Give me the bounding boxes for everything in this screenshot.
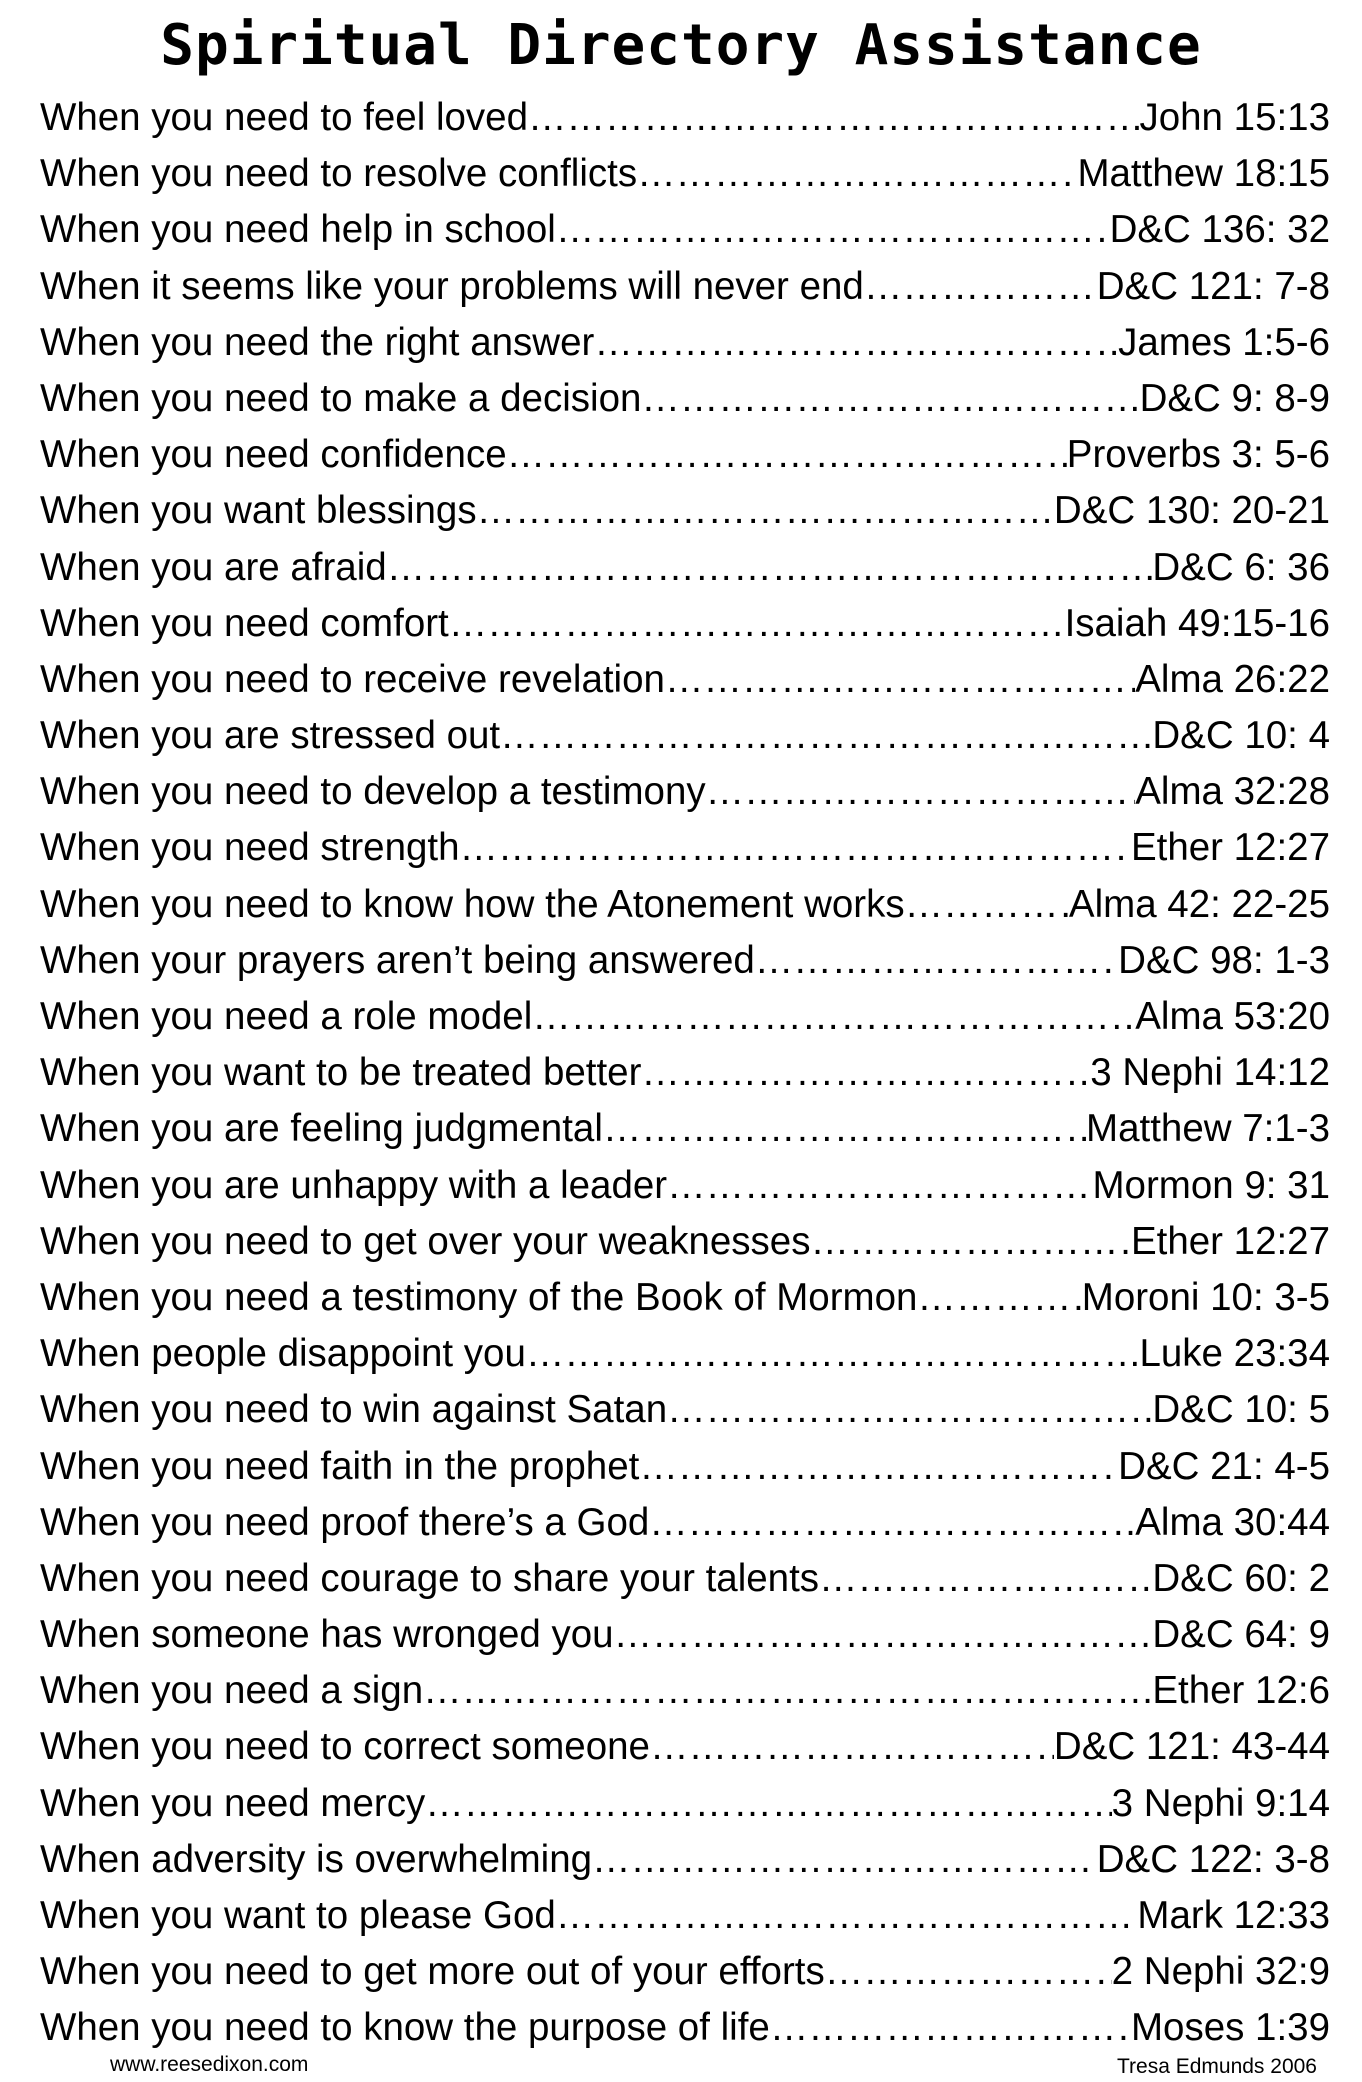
entry-reference: Alma 32:28 xyxy=(1135,770,1330,814)
dot-leader xyxy=(614,1607,1153,1663)
entry-reference: D&C 130: 20-21 xyxy=(1053,489,1330,533)
entry-need: When you are unhappy with a leader xyxy=(40,1163,668,1207)
list-item xyxy=(40,1382,1330,1438)
entry-reference: Proverbs 3: 5-6 xyxy=(1066,433,1330,477)
entry-reference: D&C 98: 1-3 xyxy=(1118,938,1330,982)
list-item xyxy=(40,1776,1330,1832)
list-item xyxy=(40,427,1330,483)
dot-leader xyxy=(905,877,1069,933)
list-item xyxy=(40,2000,1330,2056)
entry-reference: D&C 121: 43-44 xyxy=(1053,1725,1330,1769)
entry-reference: D&C 121: 7-8 xyxy=(1096,264,1330,308)
list-item xyxy=(40,259,1330,315)
list-item xyxy=(40,820,1330,876)
entry-need: When you need a sign xyxy=(40,1669,424,1713)
list-item xyxy=(40,1944,1330,2000)
entry-need: When you want to be treated better xyxy=(40,1051,642,1095)
list-item xyxy=(40,1551,1330,1607)
dot-leader xyxy=(641,1045,1090,1101)
footer-website: www.reesedixon.com xyxy=(110,2053,309,2076)
dot-leader xyxy=(641,371,1139,427)
entry-need: When you want to please God xyxy=(40,1894,556,1937)
entry-need: When your prayers aren’t being answered xyxy=(40,938,755,982)
dot-leader xyxy=(387,540,1153,596)
entry-need: When you need a role model xyxy=(40,995,533,1038)
entry-need: When you need the right answer xyxy=(40,320,595,364)
entry-reference: D&C 122: 3-8 xyxy=(1096,1837,1330,1881)
entry-reference: D&C 21: 4-5 xyxy=(1118,1444,1330,1488)
entry-need: When you need to get more out of your efforts xyxy=(40,1950,825,1994)
list-item xyxy=(40,1607,1330,1663)
entry-reference: 3 Nephi 14:12 xyxy=(1090,1051,1330,1095)
dot-leader xyxy=(460,820,1131,876)
entry-need: When you need to resolve conflicts xyxy=(40,152,638,196)
dot-leader xyxy=(532,989,1135,1045)
entry-need: When you need to win against Satan xyxy=(40,1388,668,1432)
dot-leader xyxy=(810,1214,1130,1270)
page-title: Spiritual Directory Assistance xyxy=(160,13,1202,78)
dot-leader xyxy=(650,1719,1054,1775)
entry-reference: D&C 64: 9 xyxy=(1152,1613,1330,1657)
dot-leader xyxy=(755,933,1118,989)
entry-reference: D&C 10: 4 xyxy=(1152,714,1330,758)
dot-leader xyxy=(864,259,1097,315)
list-item xyxy=(40,1832,1330,1888)
entry-need: When you need to get over your weaknesses xyxy=(40,1219,811,1263)
list-item xyxy=(40,90,1330,146)
entry-need: When you need proof there’s a God xyxy=(40,1500,650,1544)
list-item xyxy=(40,1158,1330,1214)
entry-need: When you need to correct someone xyxy=(40,1725,650,1769)
entry-reference: 2 Nephi 32:9 xyxy=(1111,1950,1330,1994)
list-item xyxy=(40,1214,1330,1270)
entry-need: When you need help in school xyxy=(40,208,556,252)
entry-need: When you need confidence xyxy=(40,433,507,477)
list-item xyxy=(40,596,1330,652)
list-item xyxy=(40,652,1330,708)
entry-reference: Luke 23:34 xyxy=(1139,1332,1330,1376)
dot-leader xyxy=(603,1101,1086,1157)
entry-need: When you need a testimony of the Book of Mormon xyxy=(40,1275,918,1319)
dot-leader xyxy=(825,1944,1112,2000)
list-item xyxy=(40,202,1330,258)
list-item xyxy=(40,483,1330,539)
dot-leader xyxy=(507,427,1067,483)
list-item xyxy=(40,989,1330,1045)
dot-leader xyxy=(917,1270,1081,1326)
list-item xyxy=(40,315,1330,371)
list-item xyxy=(40,1495,1330,1551)
dot-leader xyxy=(667,1158,1092,1214)
list-item xyxy=(40,1101,1330,1157)
dot-leader xyxy=(770,2000,1131,2056)
entry-reference: James 1:5-6 xyxy=(1118,320,1330,364)
list-item xyxy=(40,1045,1330,1101)
directory-list xyxy=(40,90,1330,2057)
list-item xyxy=(40,1888,1330,1944)
entry-reference: John 15:13 xyxy=(1139,96,1330,139)
list-item xyxy=(40,764,1330,820)
list-item xyxy=(40,1270,1330,1326)
entry-reference: Matthew 18:15 xyxy=(1077,152,1330,196)
entry-need: When you need to make a decision xyxy=(40,376,642,420)
list-item xyxy=(40,1719,1330,1775)
entry-reference: Alma 42: 22-25 xyxy=(1068,882,1330,926)
entry-reference: 3 Nephi 9:14 xyxy=(1111,1781,1330,1825)
entry-reference: D&C 10: 5 xyxy=(1152,1388,1330,1432)
dot-leader xyxy=(649,1495,1135,1551)
entry-need: When someone has wronged you xyxy=(40,1613,614,1657)
entry-need: When you want blessings xyxy=(40,489,477,533)
dot-leader xyxy=(477,483,1054,539)
dot-leader xyxy=(425,1776,1111,1832)
dot-leader xyxy=(637,146,1077,202)
list-item xyxy=(40,146,1330,202)
footer-credit: Tresa Edmunds 2006 xyxy=(1116,2055,1317,2078)
dot-leader xyxy=(556,1888,1138,1944)
entry-reference: Alma 26:22 xyxy=(1135,657,1330,701)
entry-reference: Matthew 7:1-3 xyxy=(1086,1107,1330,1151)
dot-leader xyxy=(592,1832,1097,1888)
dot-leader xyxy=(665,652,1135,708)
entry-need: When you need to receive revelation xyxy=(40,657,665,701)
entry-reference: Mark 12:33 xyxy=(1137,1894,1330,1937)
list-item xyxy=(40,1663,1330,1719)
entry-reference: Ether 12:27 xyxy=(1130,1219,1330,1263)
entry-need: When you need to develop a testimony xyxy=(40,770,706,814)
dot-leader xyxy=(449,596,1065,652)
entry-reference: D&C 136: 32 xyxy=(1109,208,1330,252)
entry-need: When you need mercy xyxy=(40,1781,426,1825)
list-item xyxy=(40,877,1330,933)
dot-leader xyxy=(594,315,1118,371)
dot-leader xyxy=(556,202,1110,258)
entry-reference: Isaiah 49:15-16 xyxy=(1064,601,1330,645)
list-item xyxy=(40,1439,1330,1495)
dot-leader xyxy=(819,1551,1152,1607)
dot-leader xyxy=(423,1663,1152,1719)
entry-reference: Alma 53:20 xyxy=(1135,995,1330,1038)
entry-need: When you need strength xyxy=(40,826,460,870)
list-item xyxy=(40,371,1330,427)
entry-need: When you are afraid xyxy=(40,545,387,589)
entry-need: When people disappoint you xyxy=(40,1332,526,1376)
list-item xyxy=(40,1326,1330,1382)
dot-leader xyxy=(667,1382,1152,1438)
entry-need: When you need comfort xyxy=(40,601,449,645)
entry-need: When you need to know the purpose of life xyxy=(40,2006,770,2050)
dot-leader xyxy=(639,1439,1118,1495)
list-item xyxy=(40,540,1330,596)
entry-reference: Moses 1:39 xyxy=(1130,2006,1330,2050)
dot-leader xyxy=(500,708,1152,764)
entry-need: When it seems like your problems will never end xyxy=(40,264,864,308)
dot-leader xyxy=(706,764,1136,820)
entry-reference: D&C 9: 8-9 xyxy=(1139,376,1330,420)
dot-leader xyxy=(526,1326,1140,1382)
entry-reference: Ether 12:27 xyxy=(1130,826,1330,870)
list-item xyxy=(40,708,1330,764)
entry-reference: D&C 60: 2 xyxy=(1152,1556,1330,1600)
entry-need: When you need to feel loved xyxy=(40,96,528,139)
entry-reference: Moroni 10: 3-5 xyxy=(1081,1275,1330,1319)
dot-leader xyxy=(528,90,1139,146)
entry-reference: Alma 30:44 xyxy=(1135,1500,1330,1544)
entry-need: When you need to know how the Atonement works xyxy=(40,882,905,926)
entry-need: When adversity is overwhelming xyxy=(40,1837,593,1881)
entry-need: When you are feeling judgmental xyxy=(40,1107,603,1151)
entry-need: When you need courage to share your talents xyxy=(40,1556,820,1600)
entry-need: When you are stressed out xyxy=(40,714,501,758)
entry-reference: Ether 12:6 xyxy=(1152,1669,1330,1713)
entry-need: When you need faith in the prophet xyxy=(40,1444,640,1488)
entry-reference: Mormon 9: 31 xyxy=(1092,1163,1330,1207)
list-item xyxy=(40,933,1330,989)
entry-reference: D&C 6: 36 xyxy=(1152,545,1330,589)
